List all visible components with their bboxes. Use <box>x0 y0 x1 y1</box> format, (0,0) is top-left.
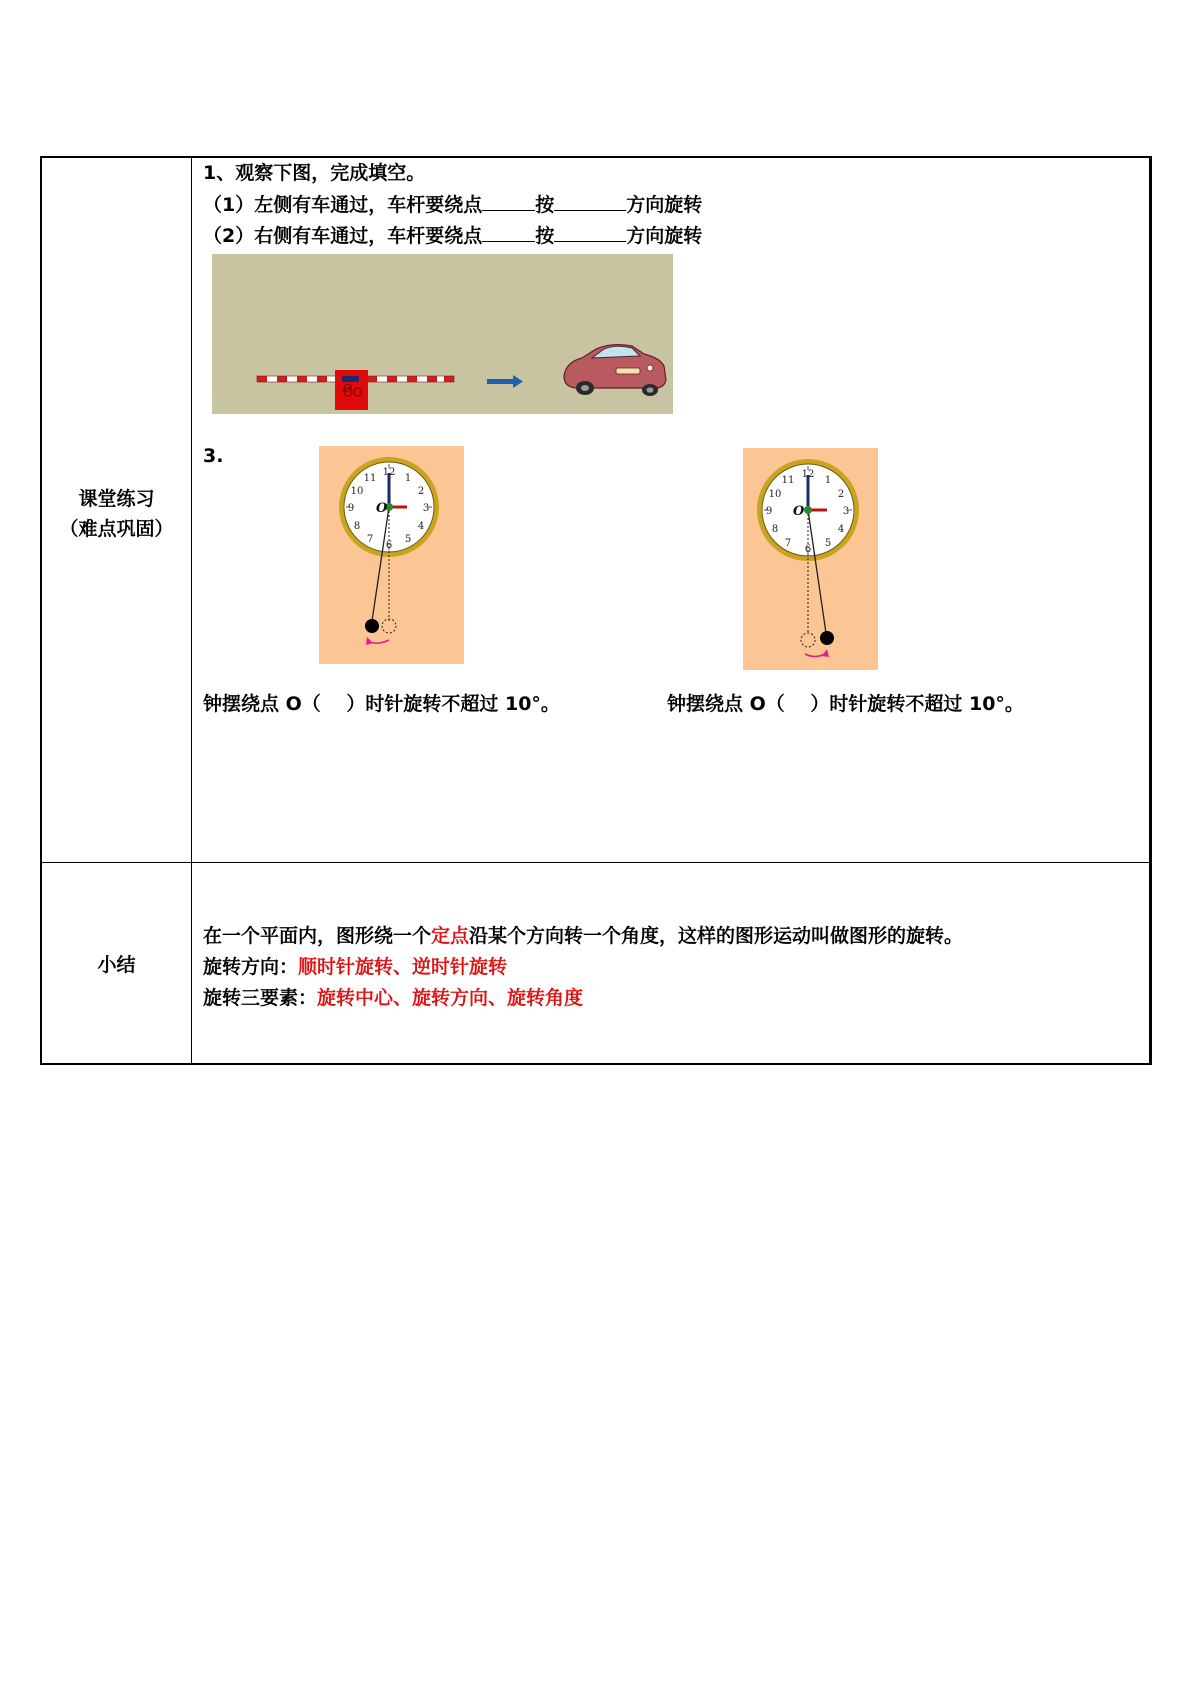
svg-text:2: 2 <box>417 486 425 497</box>
svg-text:7: 7 <box>366 534 374 545</box>
svg-text:2: 2 <box>837 489 845 500</box>
section1-label-line1: 课堂练习 <box>78 488 155 510</box>
svg-text:3: 3 <box>422 503 430 514</box>
gate-car-svg <box>212 254 673 414</box>
svg-text:9: 9 <box>347 503 355 514</box>
q1-sub2-prefix: （2）右侧有车通过，车杆要绕点 <box>203 225 483 247</box>
svg-text:1: 1 <box>404 473 412 484</box>
svg-text:6: 6 <box>804 544 812 555</box>
section1-label <box>42 484 191 544</box>
q1-sub2 <box>203 223 702 248</box>
q1-sub1-mid: 按 <box>535 194 555 216</box>
q1-sub2-mid: 按 <box>535 225 555 247</box>
clock-1-center-label: O <box>376 501 388 516</box>
summary-line1 <box>203 924 963 948</box>
summary-line3 <box>203 986 583 1010</box>
q1-sub1-blank-direction[interactable] <box>554 192 626 211</box>
svg-text:6: 6 <box>385 540 393 551</box>
summary-line2-value: 顺时针旋转、逆时针旋转 <box>298 956 508 978</box>
q3-caption-1: 钟摆绕点 O（ ）时针旋转不超过 10°。 <box>203 693 560 715</box>
summary-line1-after: 沿某个方向转一个角度，这样的图形运动叫做图形的旋转。 <box>469 925 964 947</box>
q1-sub1 <box>203 192 702 217</box>
q1-sub2-blank-direction[interactable] <box>554 223 626 242</box>
q1-sub2-suffix: 方向旋转 <box>626 225 703 247</box>
svg-text:8: 8 <box>353 521 361 532</box>
svg-text:11: 11 <box>781 475 795 486</box>
table-left-border <box>40 156 42 1065</box>
svg-text:3: 3 <box>842 506 850 517</box>
svg-text:5: 5 <box>404 534 412 545</box>
q1-sub1-prefix: （1）左侧有车通过，车杆要绕点 <box>203 194 483 216</box>
svg-text:1: 1 <box>824 475 832 486</box>
table-middle-border <box>40 862 1151 863</box>
q1-sub1-blank-point[interactable] <box>482 192 535 211</box>
table-right-border <box>1149 156 1152 1065</box>
svg-text:5: 5 <box>824 538 832 549</box>
section2-label: 小结 <box>97 954 136 976</box>
svg-text:8: 8 <box>771 524 779 535</box>
gate-car-illustration <box>212 254 673 414</box>
q1-sub2-blank-point[interactable] <box>482 223 535 242</box>
direction-arrow-icon <box>487 375 523 388</box>
pendulum-clock-2 <box>743 448 878 670</box>
svg-text:7: 7 <box>784 538 792 549</box>
pendulum-clock-2-svg <box>743 448 878 670</box>
svg-text:9: 9 <box>765 506 773 517</box>
pendulum-clock-1 <box>319 446 464 664</box>
gate-label: O <box>343 382 353 395</box>
summary-line1-highlight: 定点 <box>431 925 470 947</box>
q1-title: 1、观察下图，完成填空。 <box>203 162 426 184</box>
table-column-divider <box>191 156 192 1065</box>
section1-label-line2: （难点巩固） <box>59 518 174 540</box>
svg-text:4: 4 <box>417 521 425 532</box>
summary-line2-prefix: 旋转方向： <box>203 956 299 978</box>
table-top-border <box>40 156 1151 158</box>
table-bottom-border <box>40 1063 1151 1065</box>
clock-2-center-label: O <box>793 504 805 519</box>
svg-text:10: 10 <box>350 486 364 497</box>
svg-text:4: 4 <box>837 524 845 535</box>
summary-line2 <box>203 955 507 979</box>
pendulum-clock-1-svg <box>319 446 464 664</box>
q3-caption-2: 钟摆绕点 O（ ）时针旋转不超过 10°。 <box>667 693 1024 715</box>
svg-text:12: 12 <box>801 469 815 480</box>
summary-line3-value: 旋转中心、旋转方向、旋转角度 <box>317 987 584 1009</box>
summary-line3-prefix: 旋转三要素： <box>203 987 318 1009</box>
summary-line1-before: 在一个平面内，图形绕一个 <box>203 925 432 947</box>
q1-sub1-suffix: 方向旋转 <box>626 194 703 216</box>
q3-number: 3. <box>203 445 224 467</box>
car-icon <box>564 345 666 396</box>
svg-text:12: 12 <box>382 467 396 478</box>
svg-text:10: 10 <box>768 489 782 500</box>
svg-text:11: 11 <box>363 473 377 484</box>
